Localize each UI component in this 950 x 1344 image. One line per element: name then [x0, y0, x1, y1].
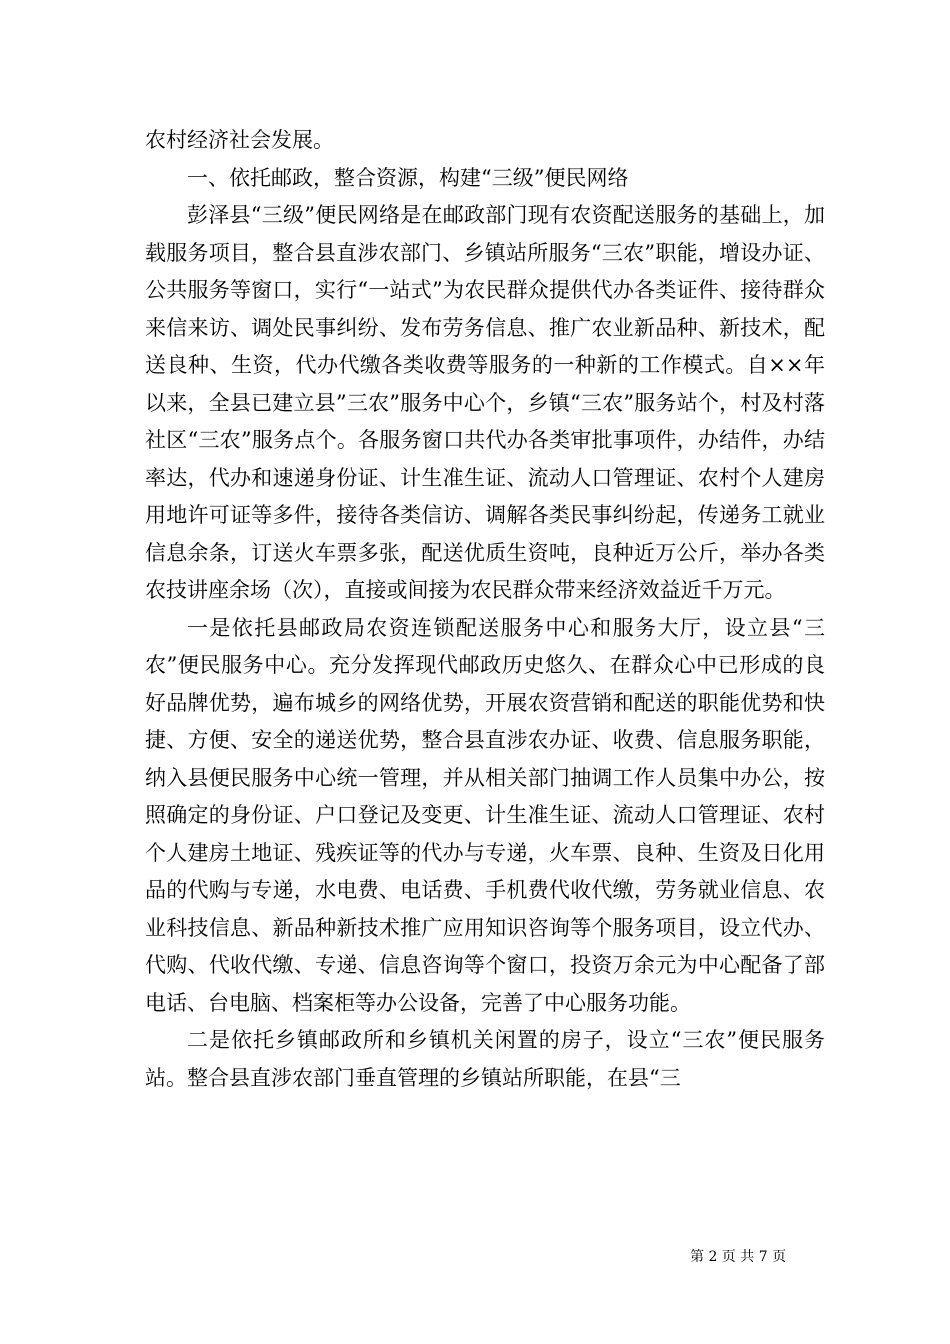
page-number: 第 2 页 共 7 页 — [690, 1249, 787, 1265]
document-body — [145, 122, 825, 1097]
section-heading: 一、依托邮政，整合资源，构建“三级”便民网络 — [187, 165, 629, 190]
paragraph-overview: 彭泽县“三级”便民网络是在邮政部门现有农资配送服务的基础上，加载服务项目，整合县直涉农部门、乡镇站所服务“三农”职能，增设办证、公共服务等窗口，实行“一站式”为农民群众提供代办各类证件、接待群众来信来访、调处民事纠纷、发布劳务信息、推广农业新品种、新技术，配送良种、生资，代办代缴各类收费等服务的一种新的工作模式。自××年以来，全县已建立县”三农”服务中心个，乡镇“三农”服务站个，村及村落社区“三农”服务点个。各服务窗口共代办各类审批事项件，办结件，办结率达，代办和速递身份证、计生准生证、流动人口管理证、农村个人建房用地许可证等多件，接待各类信访、调解各类民事纠纷起，传递务工就业信息余条，订送火车票多张，配送优质生资吨，良种近万公斤，举办各类农技讲座余场（次），直接或间接为农民群众带来经济效益近千万元。 — [145, 203, 825, 602]
paragraph-township-station: 二是依托乡镇邮政所和乡镇机关闲置的房子，设立“三农”便民服务站。整合县直涉农部门垂直管理的乡镇站所职能，在县“三 — [145, 1028, 825, 1090]
paragraph-continuation: 农村经济社会发展。 — [145, 128, 334, 152]
paragraph-county-center: 一是依托县邮政局农资连锁配送服务中心和服务大厅，设立县“三农”便民服务中心。充分发挥现代邮政历史悠久、在群众心中已形成的良好品牌优势，遍布城乡的网络优势，开展农资营销和配送的职能优势和快捷、方便、安全的递送优势，整合县直涉农办证、收费、信息服务职能，纳入县便民服务中心统一管理，并从相关部门抽调工作人员集中办公，按照确定的身份证、户口登记及变更、计生准生证、流动人口管理证、农村个人建房土地证、残疾证等的代办与专递，火车票、良种、生资及日化用品的代购与专递，水电费、电话费、手机费代收代缴，劳务就业信息、农业科技信息、新品种新技术推广应用知识咨询等个服务项目，设立代办、代购、代收代缴、专递、信息咨询等个窗口，投资万余元为中心配备了部电话、台电脑、档案柜等办公设备，完善了中心服务功能。 — [145, 615, 825, 1015]
